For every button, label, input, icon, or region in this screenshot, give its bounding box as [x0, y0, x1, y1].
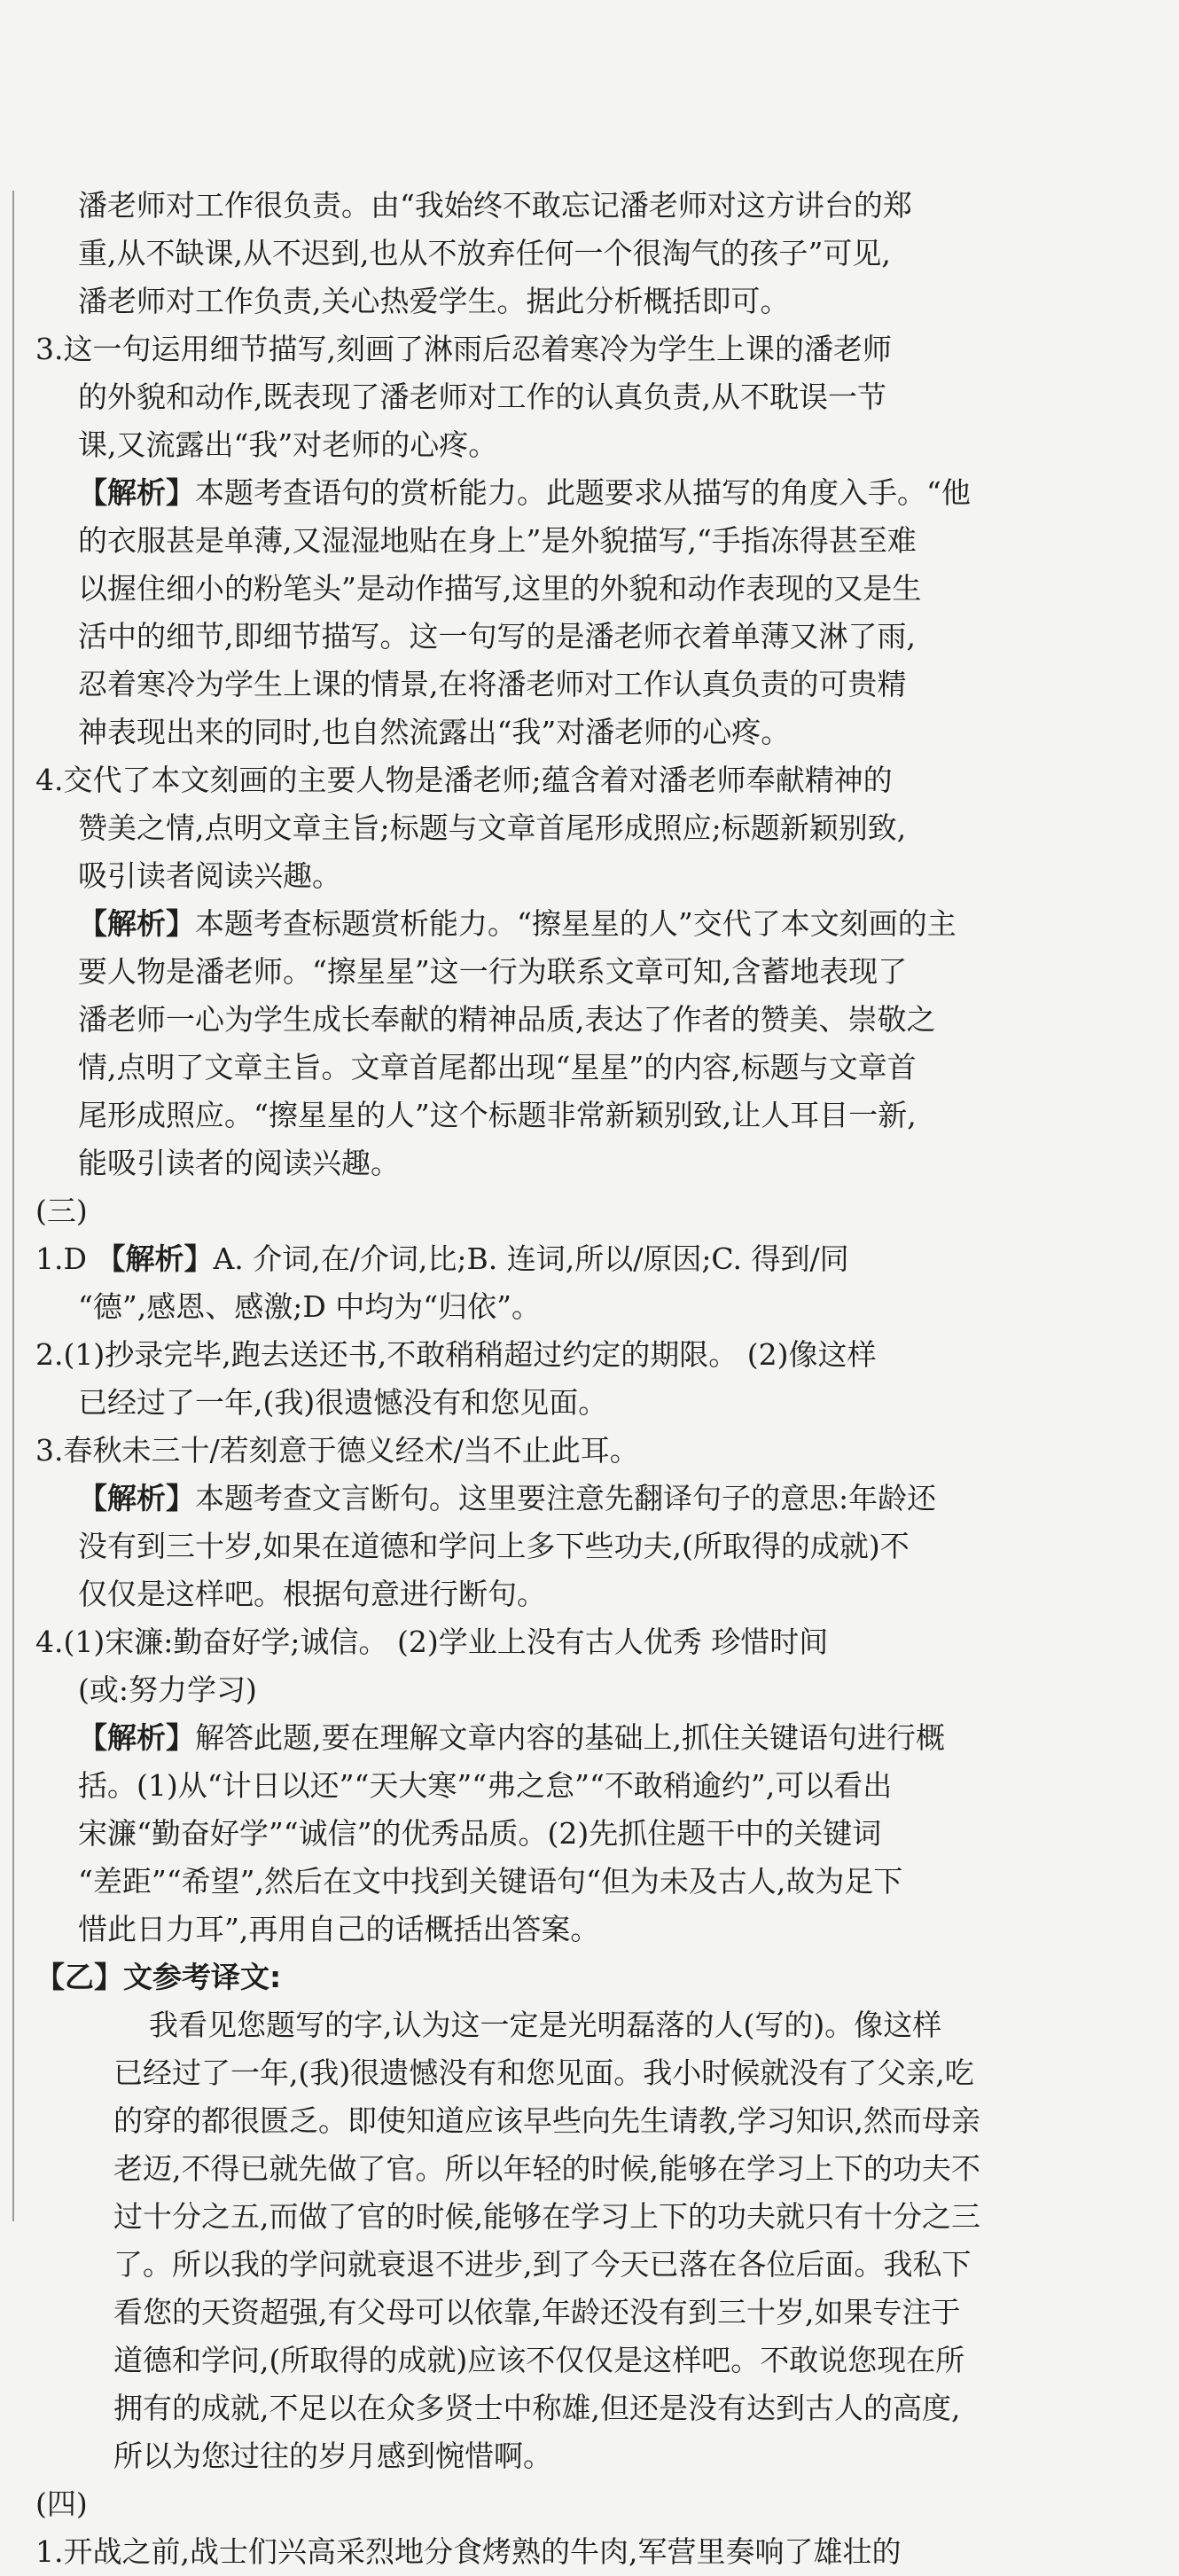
line-text: 潘老师对工作很负责。由“我始终不敢忘记潘老师对这方讲台的郑 [78, 188, 912, 223]
text-line [35, 996, 993, 1044]
line-text: 宋濂“勤奋好学”“诚信”的优秀品质。(2)先抓住题干中的关键词 [78, 1816, 882, 1851]
line-text: 本题考查文言断句。这里要注意先翻译句子的意思:年龄还 [195, 1481, 937, 1515]
text-line [35, 2289, 993, 2337]
item-number: 1. [35, 1241, 64, 1276]
text-line [35, 756, 993, 804]
text-line [35, 2001, 993, 2049]
line-text: “德”,感恩、感激;D 中均为“归依”。 [78, 1289, 542, 1324]
line-text: 惜此日力耳”,再用自己的话概括出答案。 [78, 1912, 600, 1946]
text-line [35, 1139, 993, 1187]
section-heading: 【乙】文参考译文: [35, 1960, 282, 1994]
line-text: 潘老师一心为学生成长奉献的精神品质,表达了作者的赞美、崇敬之 [78, 1002, 936, 1037]
text-line [35, 1714, 993, 1762]
text-line [35, 278, 993, 325]
item-number: 2. [35, 1337, 64, 1372]
text-line [35, 2241, 993, 2289]
analysis-tag: 【解析】 [78, 906, 195, 941]
text-line [35, 1331, 993, 1379]
line-text: 看您的天资超强,有父母可以依靠,年龄还没有到三十岁,如果专注于 [113, 2295, 961, 2329]
text-line [35, 1762, 993, 1810]
line-text: 过十分之五,而做了官的时候,能够在学习上下的功夫就只有十分之三 [113, 2199, 980, 2234]
item-number: 3. [35, 332, 64, 366]
line-text: (1)宋濂:勤奋好学;诚信。 (2)学业上没有古人优秀 珍惜时间 [63, 1625, 829, 1659]
text-line [35, 661, 993, 709]
analysis-tag: 【解析】 [78, 1720, 195, 1755]
text-line [35, 1954, 993, 2001]
line-text: (四) [35, 2486, 88, 2521]
line-text: 括。(1)从“计日以还”“天大寒”“弗之怠”“不敢稍逾约”,可以看出 [78, 1768, 893, 1803]
text-line [35, 1475, 993, 1523]
line-text: (1)抄录完毕,跑去送还书,不敢稍稍超过约定的期限。 (2)像这样 [63, 1337, 877, 1372]
line-text: 吸引读者阅读兴趣。 [78, 858, 341, 893]
line-text: A. 介词,在/介词,比;B. 连词,所以/原因;C. 得到/同 [213, 1241, 849, 1276]
text-line [35, 2384, 993, 2432]
line-text: 的衣服甚是单薄,又湿湿地贴在身上”是外貌描写,“手指冻得甚至难 [78, 523, 917, 558]
line-text: (或:努力学习) [78, 1672, 257, 1707]
line-text: 已经过了一年,(我)很遗憾没有和您见面。我小时候就没有了父亲,吃 [113, 2055, 974, 2090]
line-text: 解答此题,要在理解文章内容的基础上,抓住关键语句进行概 [195, 1720, 945, 1755]
line-text: 的外貌和动作,既表现了潘老师对工作的认真负责,从不耽误一节 [78, 380, 886, 414]
line-text: 尾形成照应。“擦星星的人”这个标题非常新颖别致,让人耳目一新, [78, 1098, 917, 1132]
line-text: 了。所以我的学问就衰退不进步,到了今天已落在各位后面。我私下 [113, 2247, 972, 2282]
line-text: 我看见您题写的字,认为这一定是光明磊落的人(写的)。像这样 [149, 2008, 942, 2042]
line-text: 道德和学问,(所取得的成就)应该不仅仅是这样吧。不敢说您现在所 [113, 2343, 965, 2377]
text-line [35, 2097, 993, 2145]
text-line [35, 1906, 993, 1954]
line-text: 已经过了一年,(我)很遗憾没有和您见面。 [78, 1385, 608, 1420]
line-text: 的穿的都很匮乏。即使知道应该早些向先生请教,学习知识,然而母亲 [113, 2103, 980, 2138]
text-line [35, 1666, 993, 1714]
line-text: 要人物是潘老师。“擦星星”这一行为联系文章可知,含蓄地表现了 [78, 954, 908, 989]
line-text: 老迈,不得已就先做了官。所以年轻的时候,能够在学习上下的功夫不 [113, 2151, 980, 2186]
line-text: 潘老师对工作负责,关心热爱学生。据此分析概括即可。 [78, 284, 790, 318]
text-line [35, 1092, 993, 1139]
margin-rule [12, 191, 14, 2221]
text-line [35, 1044, 993, 1092]
answer-page [35, 182, 993, 2576]
text-line [35, 373, 993, 421]
text-line [35, 1858, 993, 1906]
text-line [35, 613, 993, 661]
text-line [35, 469, 993, 517]
text-line [35, 804, 993, 852]
analysis-tag: 【解析】 [78, 475, 195, 510]
line-text: 交代了本文刻画的主要人物是潘老师;蕴含着对潘老师奉献精神的 [63, 763, 893, 797]
text-line [35, 948, 993, 996]
text-line [35, 1523, 993, 1570]
text-line [35, 1810, 993, 1858]
line-text: 本题考查标题赏析能力。“擦星星的人”交代了本文刻画的主 [195, 906, 956, 941]
line-text: 仅仅是这样吧。根据句意进行断句。 [78, 1577, 546, 1611]
line-text: 能吸引读者的阅读兴趣。 [78, 1146, 400, 1180]
line-text: 活中的细节,即细节描写。这一句写的是潘老师衣着单薄又淋了雨, [78, 619, 916, 654]
text-line [35, 1379, 993, 1427]
line-text: 重,从不缺课,从不迟到,也从不放弃任何一个很淘气的孩子”可见, [78, 236, 891, 270]
text-line [35, 2145, 993, 2193]
text-line [35, 182, 993, 230]
line-text: “差距”“希望”,然后在文中找到关键语句“但为未及古人,故为足下 [78, 1864, 903, 1899]
line-text: 赞美之情,点明文章主旨;标题与文章首尾形成照应;标题新颖别致, [78, 810, 907, 845]
text-line [35, 1235, 993, 1283]
item-number: 4. [35, 1625, 64, 1659]
text-line [35, 900, 993, 948]
text-line [35, 852, 993, 900]
text-line [35, 2480, 993, 2528]
line-text: 拥有的成就,不足以在众多贤士中称雄,但还是没有达到古人的高度, [113, 2391, 961, 2425]
line-text: D [63, 1241, 97, 1276]
text-line [35, 230, 993, 278]
item-number: 1. [35, 2534, 64, 2569]
text-line [35, 325, 993, 373]
line-text: 本题考查语句的赏析能力。此题要求从描写的角度入手。“他 [195, 475, 971, 510]
text-line [35, 1618, 993, 1666]
line-text: 开战之前,战士们兴高采烈地分食烤熟的牛肉,军营里奏响了雄壮的 [63, 2534, 902, 2569]
text-line [35, 1283, 993, 1331]
text-line [35, 1187, 993, 1235]
line-text: 课,又流露出“我”对老师的心疼。 [78, 427, 498, 462]
text-line [35, 421, 993, 469]
text-line [35, 2432, 993, 2480]
analysis-tag: 【解析】 [78, 1481, 195, 1515]
text-line [35, 2049, 993, 2097]
line-text: 所以为您过往的岁月感到惋惜啊。 [113, 2439, 552, 2473]
item-number: 3. [35, 1433, 64, 1468]
line-text: 这一句运用细节描写,刻画了淋雨后忍着寒冷为学生上课的潘老师 [63, 332, 892, 366]
line-text: 春秋未三十/若刻意于德义经术/当不止此耳。 [63, 1433, 639, 1468]
text-line [35, 1570, 993, 1618]
line-text: 以握住细小的粉笔头”是动作描写,这里的外貌和动作表现的又是生 [78, 571, 922, 606]
text-line [35, 1427, 993, 1475]
text-line [35, 2337, 993, 2384]
line-text: 没有到三十岁,如果在道德和学问上多下些功夫,(所取得的成就)不 [78, 1529, 910, 1563]
text-line [35, 517, 993, 565]
item-number: 4. [35, 763, 64, 797]
text-line [35, 709, 993, 756]
line-text: 神表现出来的同时,也自然流露出“我”对潘老师的心疼。 [78, 715, 791, 749]
analysis-tag: 【解析】 [96, 1241, 214, 1276]
text-line [35, 2193, 993, 2241]
text-line [35, 2528, 993, 2576]
line-text: 情,点明了文章主旨。文章首尾都出现“星星”的内容,标题与文章首 [78, 1050, 917, 1084]
line-text: 忍着寒冷为学生上课的情景,在将潘老师对工作认真负责的可贵精 [78, 667, 907, 701]
text-line [35, 565, 993, 613]
line-text: (三) [35, 1194, 88, 1228]
